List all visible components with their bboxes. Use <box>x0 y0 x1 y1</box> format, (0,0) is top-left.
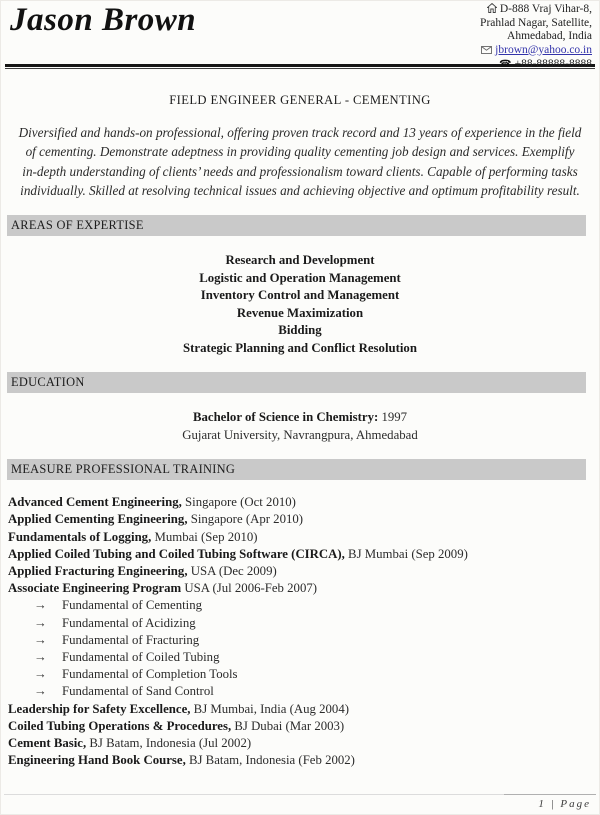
expertise-item: Revenue Maximization <box>236 305 364 320</box>
degree-year: 1997 <box>381 410 408 425</box>
expertise-item: Inventory Control and Management <box>200 288 400 303</box>
phone-icon: ☎ <box>499 58 512 70</box>
training-item: Engineering Hand Book Course, BJ Batam, Indonesia (Feb 2002) <box>8 753 355 768</box>
training-item: Associate Engineering Program USA (Jul 2006-Feb 2007) <box>8 581 318 596</box>
home-icon <box>487 3 497 17</box>
arrow-bullet-icon: → <box>34 598 47 613</box>
training-subitem: → Fundamental of Fracturing <box>8 632 600 649</box>
arrow-bullet-icon: → <box>34 632 47 647</box>
email-link[interactable]: jbrown@yahoo.co.in <box>495 43 592 56</box>
training-item: Leadership for Safety Excellence, BJ Mumbai, India (Aug 2004) <box>8 701 349 716</box>
address-line <box>480 30 592 43</box>
training-subitem: → Fundamental of Cementing <box>8 597 600 614</box>
page-footer <box>0 794 600 815</box>
degree-line <box>0 408 600 426</box>
footer-divider <box>4 794 596 795</box>
training-item: Cement Basic, BJ Batam, Indonesia (Jul 2002) <box>8 736 252 751</box>
expertise-item: Research and Development <box>225 253 375 268</box>
section-heading-training: MEASURE PROFESSIONAL TRAINING <box>7 459 586 480</box>
institution-line: Gujarat University, Navrangpura, Ahmedabad <box>182 428 418 443</box>
education-block <box>0 408 600 444</box>
contact-block <box>480 3 592 71</box>
degree-name: Bachelor of Science in Chemistry: <box>192 410 379 425</box>
training-subitem: → Fundamental of Completion Tools <box>8 666 600 683</box>
expertise-item: Logistic and Operation Management <box>199 270 401 285</box>
address-line-text: Prahlad Nagar, Satellite, <box>480 17 592 30</box>
training-subitem: → Fundamental of Sand Control <box>8 683 600 700</box>
email-line <box>480 44 592 58</box>
footer-divider-accent <box>504 794 596 795</box>
section-heading-education: EDUCATION <box>7 372 586 393</box>
page-number: 1 | Page <box>538 798 591 810</box>
expertise-item: Bidding <box>278 323 322 338</box>
arrow-bullet-icon: → <box>34 615 47 630</box>
arrow-bullet-icon: → <box>34 650 47 665</box>
address-line <box>480 17 592 30</box>
training-item: Applied Fracturing Engineering, USA (Dec 2009) <box>8 564 277 578</box>
summary-paragraph: Diversified and hands-on professional, offering proven track record and 13 years of experience in the field of cementing. Demonstrate adeptness in providing quality cementing job design and services. Exemplify in-depth understanding of clients’ needs and professionalism toward clients. Capable of performing tasks individually. Skilled at resolving technical issues and achieving objective and optimum profitability result. <box>18 125 582 198</box>
training-subitem: → Fundamental of Acidizing <box>8 615 600 632</box>
address-line-text: D-888 Vraj Vihar-8, <box>499 3 592 15</box>
arrow-bullet-icon: → <box>34 667 47 682</box>
arrow-bullet-icon: → <box>34 684 47 699</box>
training-item: Applied Cementing Engineering, Singapore (Apr 2010) <box>8 512 304 527</box>
address-line-text: Ahmedabad, India <box>507 30 592 43</box>
training-list <box>8 494 600 769</box>
phone-number: +88-88888-8888 <box>514 57 592 70</box>
person-name: Jason Brown <box>10 2 197 38</box>
training-subitem: → Fundamental of Coiled Tubing <box>8 649 600 666</box>
expertise-item: Strategic Planning and Conflict Resolution <box>183 340 417 355</box>
training-item: Advanced Cement Engineering, Singapore (Oct 2010) <box>8 495 296 510</box>
training-item: Coiled Tubing Operations & Procedures, BJ Dubai (Mar 2003) <box>8 718 345 733</box>
expertise-list <box>0 252 600 357</box>
job-title: FIELD ENGINEER GENERAL - CEMENTING <box>169 93 431 107</box>
envelope-icon <box>481 45 492 58</box>
phone-line <box>480 58 592 71</box>
header <box>0 0 600 70</box>
training-item: Fundamentals of Logging, Mumbai (Sep 2010) <box>8 529 258 544</box>
address-line <box>480 3 592 17</box>
training-item: Applied Coiled Tubing and Coiled Tubing Software (CIRCA), BJ Mumbai (Sep 2009) <box>8 546 468 561</box>
section-heading-expertise: AREAS OF EXPERTISE <box>7 215 586 236</box>
